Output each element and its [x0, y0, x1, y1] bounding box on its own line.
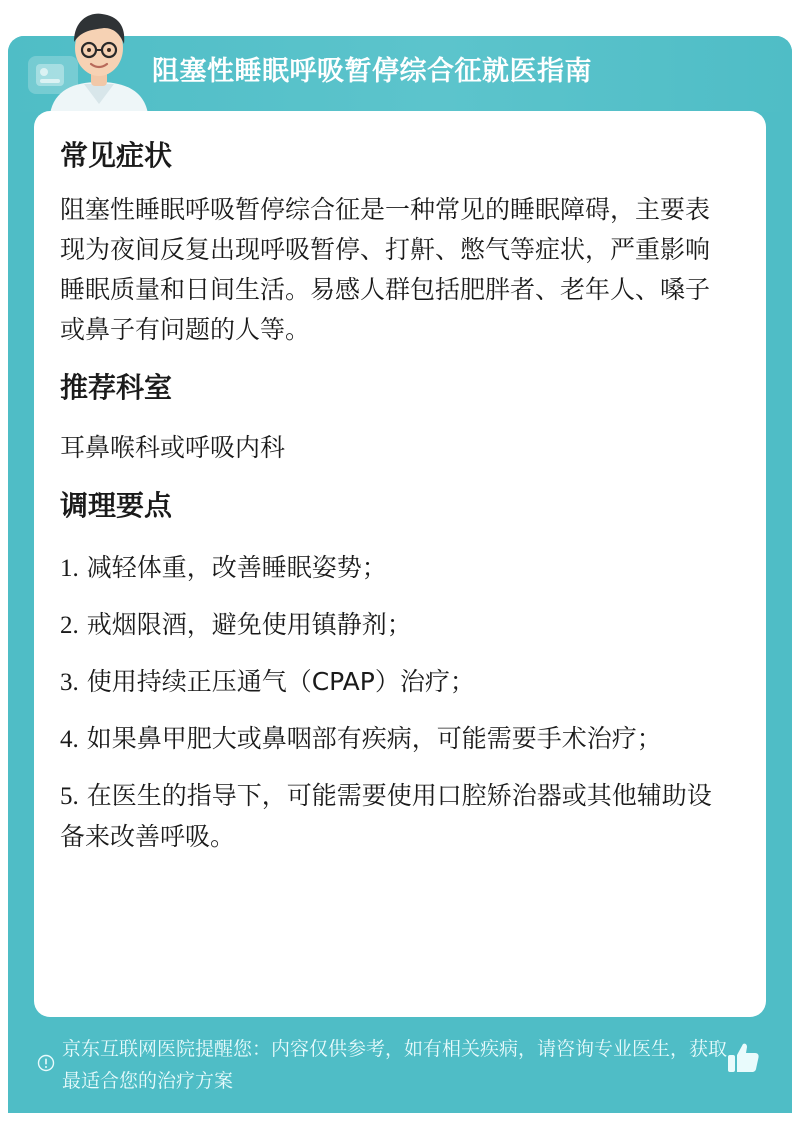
- list-item-text: 减轻体重，改善睡眠姿势；: [86, 553, 387, 582]
- list-item-text: 戒烟限酒，避免使用镇静剂；: [86, 610, 412, 639]
- page-title: 阻塞性睡眠呼吸暂停综合征就医指南: [152, 56, 592, 87]
- list-item: [60, 548, 730, 589]
- disclaimer-text: 京东互联网医院提醒您：内容仅供参考，如有相关疾病，请咨询专业医生，获取最适合您的治疗方案: [62, 1038, 728, 1092]
- info-icon: [37, 1054, 55, 1072]
- list-item-text: 在医生的指导下，可能需要使用口腔矫治器或其他辅助设备来改善呼吸。: [60, 781, 712, 851]
- section-title-department: 推荐科室: [60, 371, 173, 404]
- list-item: [60, 776, 730, 857]
- list-item-number: 2.: [60, 612, 79, 639]
- list-item-number: 5.: [60, 783, 79, 810]
- symptoms-text: 阻塞性睡眠呼吸暂停综合征是一种常见的睡眠障碍，主要表现为夜间反复出现呼吸暂停、打鼾、憋气等症状，严重影响睡眠质量和日间生活。易感人群包括肥胖者、老年人、嗓子或鼻子有问题的人等。: [60, 195, 711, 344]
- content-area: [60, 130, 730, 857]
- doctor-avatar: [44, 4, 154, 114]
- list-item: [60, 719, 730, 760]
- list-item-number: 4.: [60, 726, 79, 753]
- list-item: [60, 662, 730, 703]
- thumbs-up-icon[interactable]: [725, 1040, 761, 1076]
- section-title-symptoms: 常见症状: [60, 139, 173, 172]
- list-item-number: 1.: [60, 555, 79, 582]
- department-text: 耳鼻喉科或呼吸内科: [60, 433, 286, 462]
- section-title-care: 调理要点: [60, 489, 173, 522]
- list-item: [60, 605, 730, 646]
- list-item-text: 使用持续正压通气（CPAP）治疗；: [86, 667, 475, 696]
- list-item-text: 如果鼻甲肥大或鼻咽部有疾病，可能需要手术治疗；: [86, 724, 662, 753]
- list-item-number: 3.: [60, 669, 79, 696]
